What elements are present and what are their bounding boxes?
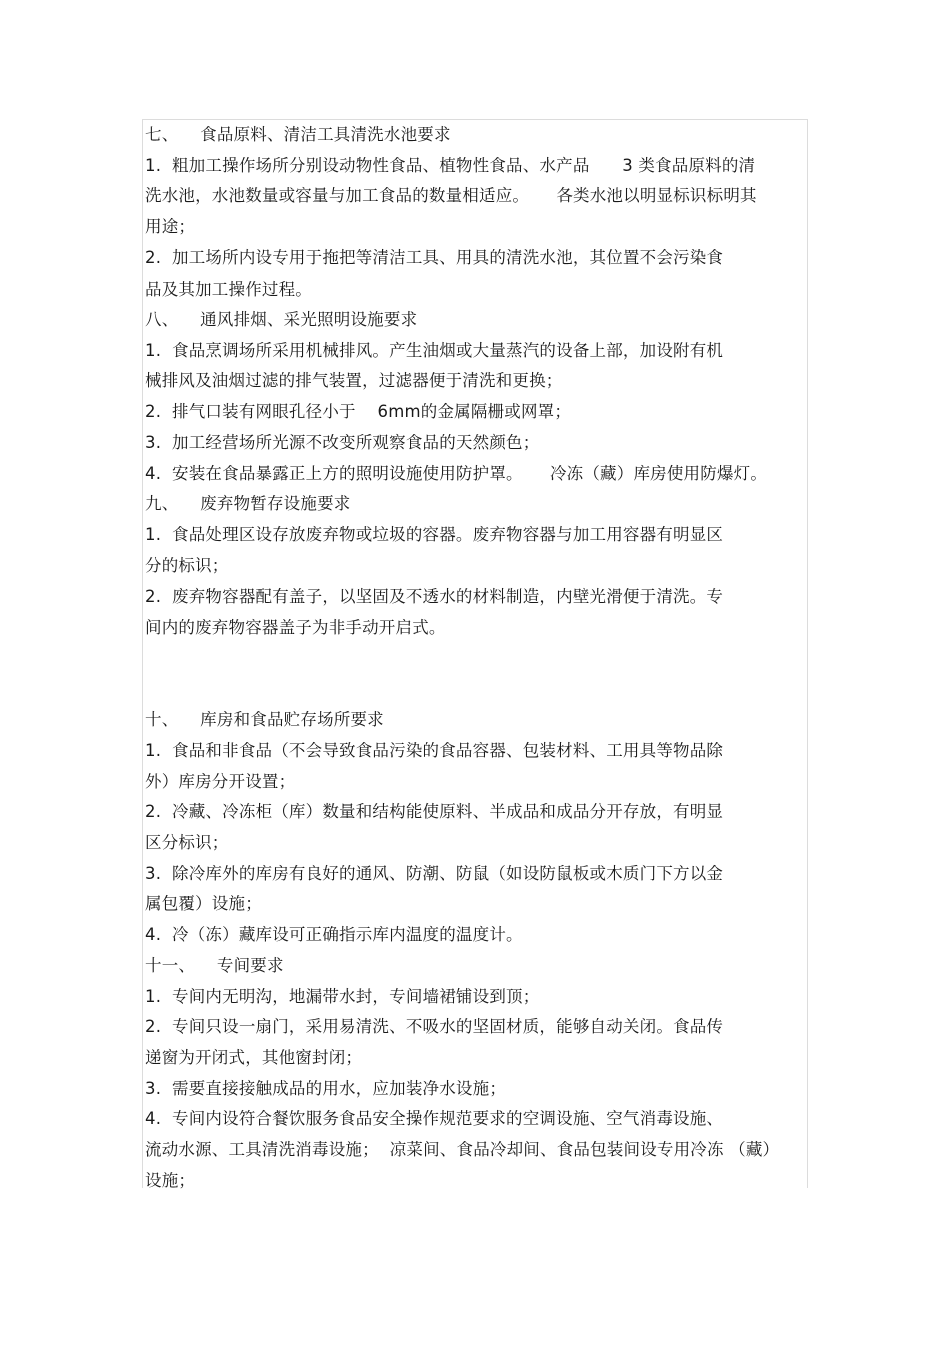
text-line: 3. 加工经营场所光源不改变所观察食品的天然颜色； [145,433,540,452]
text-line: 流动水源、工具清洗消毒设施； 凉菜间、食品冷却间、食品包装间设专用冷冻 （藏） [145,1140,780,1159]
text-line: 1. 食品和非食品（不会导致食品污染的食品容器、包装材料、工用具等物品除 [145,741,724,760]
text-line: 间内的废弃物容器盖子为非手动开启式。 [145,618,446,637]
section-heading: 八、 通风排烟、采光照明设施要求 [145,310,418,329]
text-line: 1. 食品处理区设存放废弃物或垃圾的容器。废弃物容器与加工用容器有明显区 [145,525,724,544]
text-line: 2. 废弃物容器配有盖子，以坚固及不透水的材料制造，内壁光滑便于清洗。专 [145,587,724,606]
text-line: 2. 专间只设一扇门，采用易清洗、不吸水的坚固材质，能够自动关闭。食品传 [145,1017,724,1036]
text-line: 4. 专间内设符合餐饮服务食品安全操作规范要求的空调设施、空气消毒设施、 [145,1109,724,1128]
text-line: 洗水池，水池数量或容量与加工食品的数量相适应。 各类水池以明显标识标明其 [145,186,757,205]
text-line: 用途； [145,217,196,236]
section-heading: 十、 库房和食品贮存场所要求 [145,710,384,729]
text-line: 递窗为开闭式，其他窗封闭； [145,1048,363,1067]
text-line: 2. 冷藏、冷冻柜（库）数量和结构能使原料、半成品和成品分开存放，有明显 [145,802,724,821]
text-line: 4. 冷（冻）藏库设可正确指示库内温度的温度计。 [145,925,523,944]
text-line: 分的标识； [145,556,229,575]
text-line: 2. 加工场所内设专用于拖把等清洁工具、用具的清洗水池，其位置不会污染食 [145,248,724,267]
section-heading: 十一、 专间要求 [145,956,284,975]
text-line: 1. 食品烹调场所采用机械排风。产生油烟或大量蒸汽的设备上部，加设附有机 [145,341,724,360]
text-line: 2. 排气口装有网眼孔径小于 6mm的金属隔栅或网罩； [145,402,572,421]
section-heading: 九、 废弃物暂存设施要求 [145,494,351,513]
text-line: 1. 粗加工操作场所分别设动物性食品、植物性食品、水产品 3 类食品原料的清 [145,156,756,175]
text-line: 区分标识； [145,833,229,852]
text-line: 属包覆）设施； [145,894,262,913]
text-line: 品及其加工操作过程。 [145,280,312,299]
text-line: 3. 需要直接接触成品的用水，应加装净水设施； [145,1079,507,1098]
text-line: 1. 专间内无明沟，地漏带水封，专间墙裙铺设到顶； [145,987,540,1006]
text-line: 外）库房分开设置； [145,772,296,791]
text-line: 3. 除冷库外的库房有良好的通风、防潮、防鼠（如设防鼠板或木质门下方以金 [145,864,724,883]
text-line: 械排风及油烟过滤的排气装置，过滤器便于清洗和更换； [145,371,563,390]
text-line: 设施； [145,1171,196,1190]
text-line: 4. 安装在食品暴露正上方的照明设施使用防护罩。 冷冻（藏）库房使用防爆灯。 [145,464,768,483]
section-heading: 七、 食品原料、清洁工具清洗水池要求 [145,125,451,144]
